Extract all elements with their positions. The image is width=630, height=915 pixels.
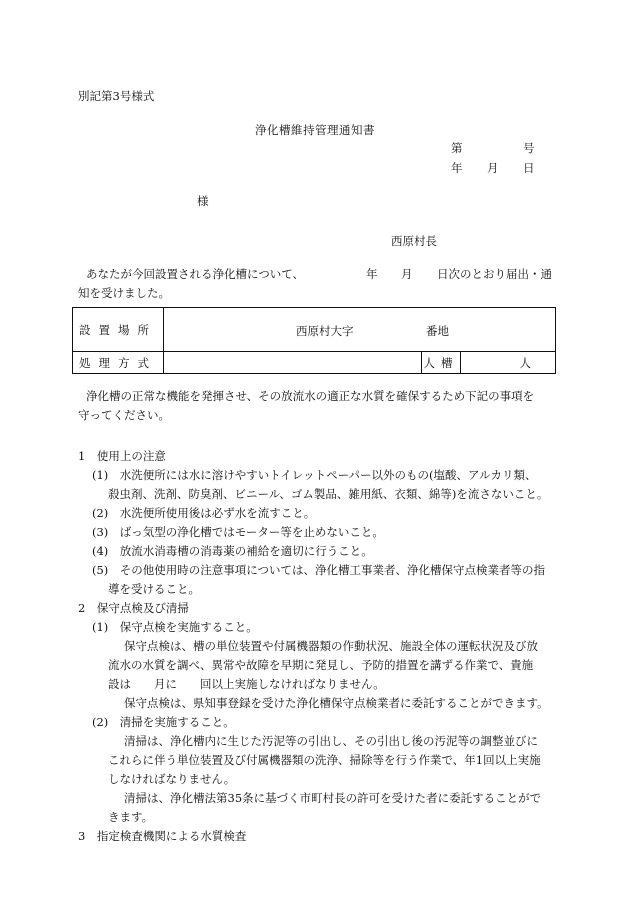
location-label: 設置場所 [73,308,164,352]
section-2-item-1-para-line-3b: 回以上実施しなければなりません。 [200,677,385,691]
location-banchi: 番地 [426,324,449,338]
section-1-item-1-line-2: 殺虫剤、洗剤、防臭剤、ビニール、ゴム製品、雑用紙、衣類、綿等)を流さないこと。 [108,487,549,501]
number-prefix: 第 [451,141,463,155]
number-suffix: 号 [523,141,535,155]
intro-year-label: 年 [366,267,378,281]
facility-info-table [72,307,556,374]
body-line-2: 守ってください。 [78,408,170,422]
section-3-heading: 3 指定検査機関による水質検査 [78,829,247,843]
section-2-item-2-para-line-2: これらに伴う単位装置及び付属機器類の洗浄、掃除等を行う作業で、年1回以上実施 [108,753,541,767]
form-label: 別記第3号様式 [78,89,155,103]
location-row [73,308,556,352]
capacity-unit: 人 [461,352,556,374]
section-2-item-1-para-line-4: 保守点検は、県知事登録を受けた浄化槽保守点検業者に委託することができます。 [124,696,549,710]
document-title: 浄化槽維持管理通知書 [255,123,375,137]
section-2-item-2: (2) 清掃を実施すること。 [92,715,235,729]
method-row [73,352,556,374]
section-2-item-2-para-line-5: きます。 [108,810,154,824]
section-2-item-2-para-line-1: 清掃は、浄化槽内に生じた汚泥等の引出し、その引出し後の汚泥等の調整並びに [124,734,538,748]
capacity-label: 人槽 [422,352,461,374]
location-village: 西原村大字 [296,324,354,338]
section-1-item-2: (2) 水洗便所使用後は必ず水を流すこと。 [92,506,316,520]
intro-line-1-rest: 日次のとおり届出・通 [437,267,552,281]
method-value-cell [164,352,422,374]
section-2-heading: 2 保守点検及び清掃 [78,601,189,615]
section-1-item-1-line-1: (1) 水洗便所には水に溶けやすいトイレットペーパー以外のもの(塩酸、アルカリ類、 [92,468,537,482]
issuer-name: 西原村長 [391,234,437,248]
addressee-suffix: 様 [197,194,209,208]
section-1-item-3: (3) ばっ気型の浄化槽ではモーター等を止めないこと。 [92,525,384,539]
section-1-item-4: (4) 放流水消毒槽の消毒薬の補給を適切に行うこと。 [92,544,373,558]
method-label: 処理方式 [73,352,164,374]
intro-month-label: 月 [401,267,413,281]
section-2-item-1-para-line-2: 流水の水質を調べ、異常や故障を早期に発見し、予防的措置を講ずる作業で、貴施 [108,658,534,672]
date-month-label: 月 [487,161,499,175]
section-1-item-5-line-2: 導を受けること。 [108,582,200,596]
section-2-item-1-para-line-3a: 設は 月に [108,677,177,691]
section-1-heading: 1 使用上の注意 [78,449,166,463]
section-2-item-1: (1) 保守点検を実施すること。 [92,620,258,634]
section-2-item-2-para-line-3: しなければなりません。 [108,772,236,786]
section-2-item-2-para-line-4: 清掃は、浄化槽法第35条に基づく市町村長の許可を受けた者に委託することがで [124,791,542,805]
section-1-item-5-line-1: (5) その他使用時の注意事項については、浄化槽工事業者、浄化槽保守点検業者等の指 [92,563,546,577]
intro-line-1-start: あなたが今回設置される浄化槽について、 [86,267,305,281]
body-line-1: 浄化槽の正常な機能を発揮させ、その放流水の適正な水質を確保するため下記の事項を [86,389,535,403]
intro-line-2: 知を受けました。 [78,286,170,300]
date-day-label: 日 [523,161,535,175]
location-value-cell [164,308,556,352]
section-2-item-1-para-line-1: 保守点検は、槽の単位装置や付属機器類の作動状況、施設全体の運転状況及び放 [124,639,538,653]
date-year-label: 年 [451,161,463,175]
